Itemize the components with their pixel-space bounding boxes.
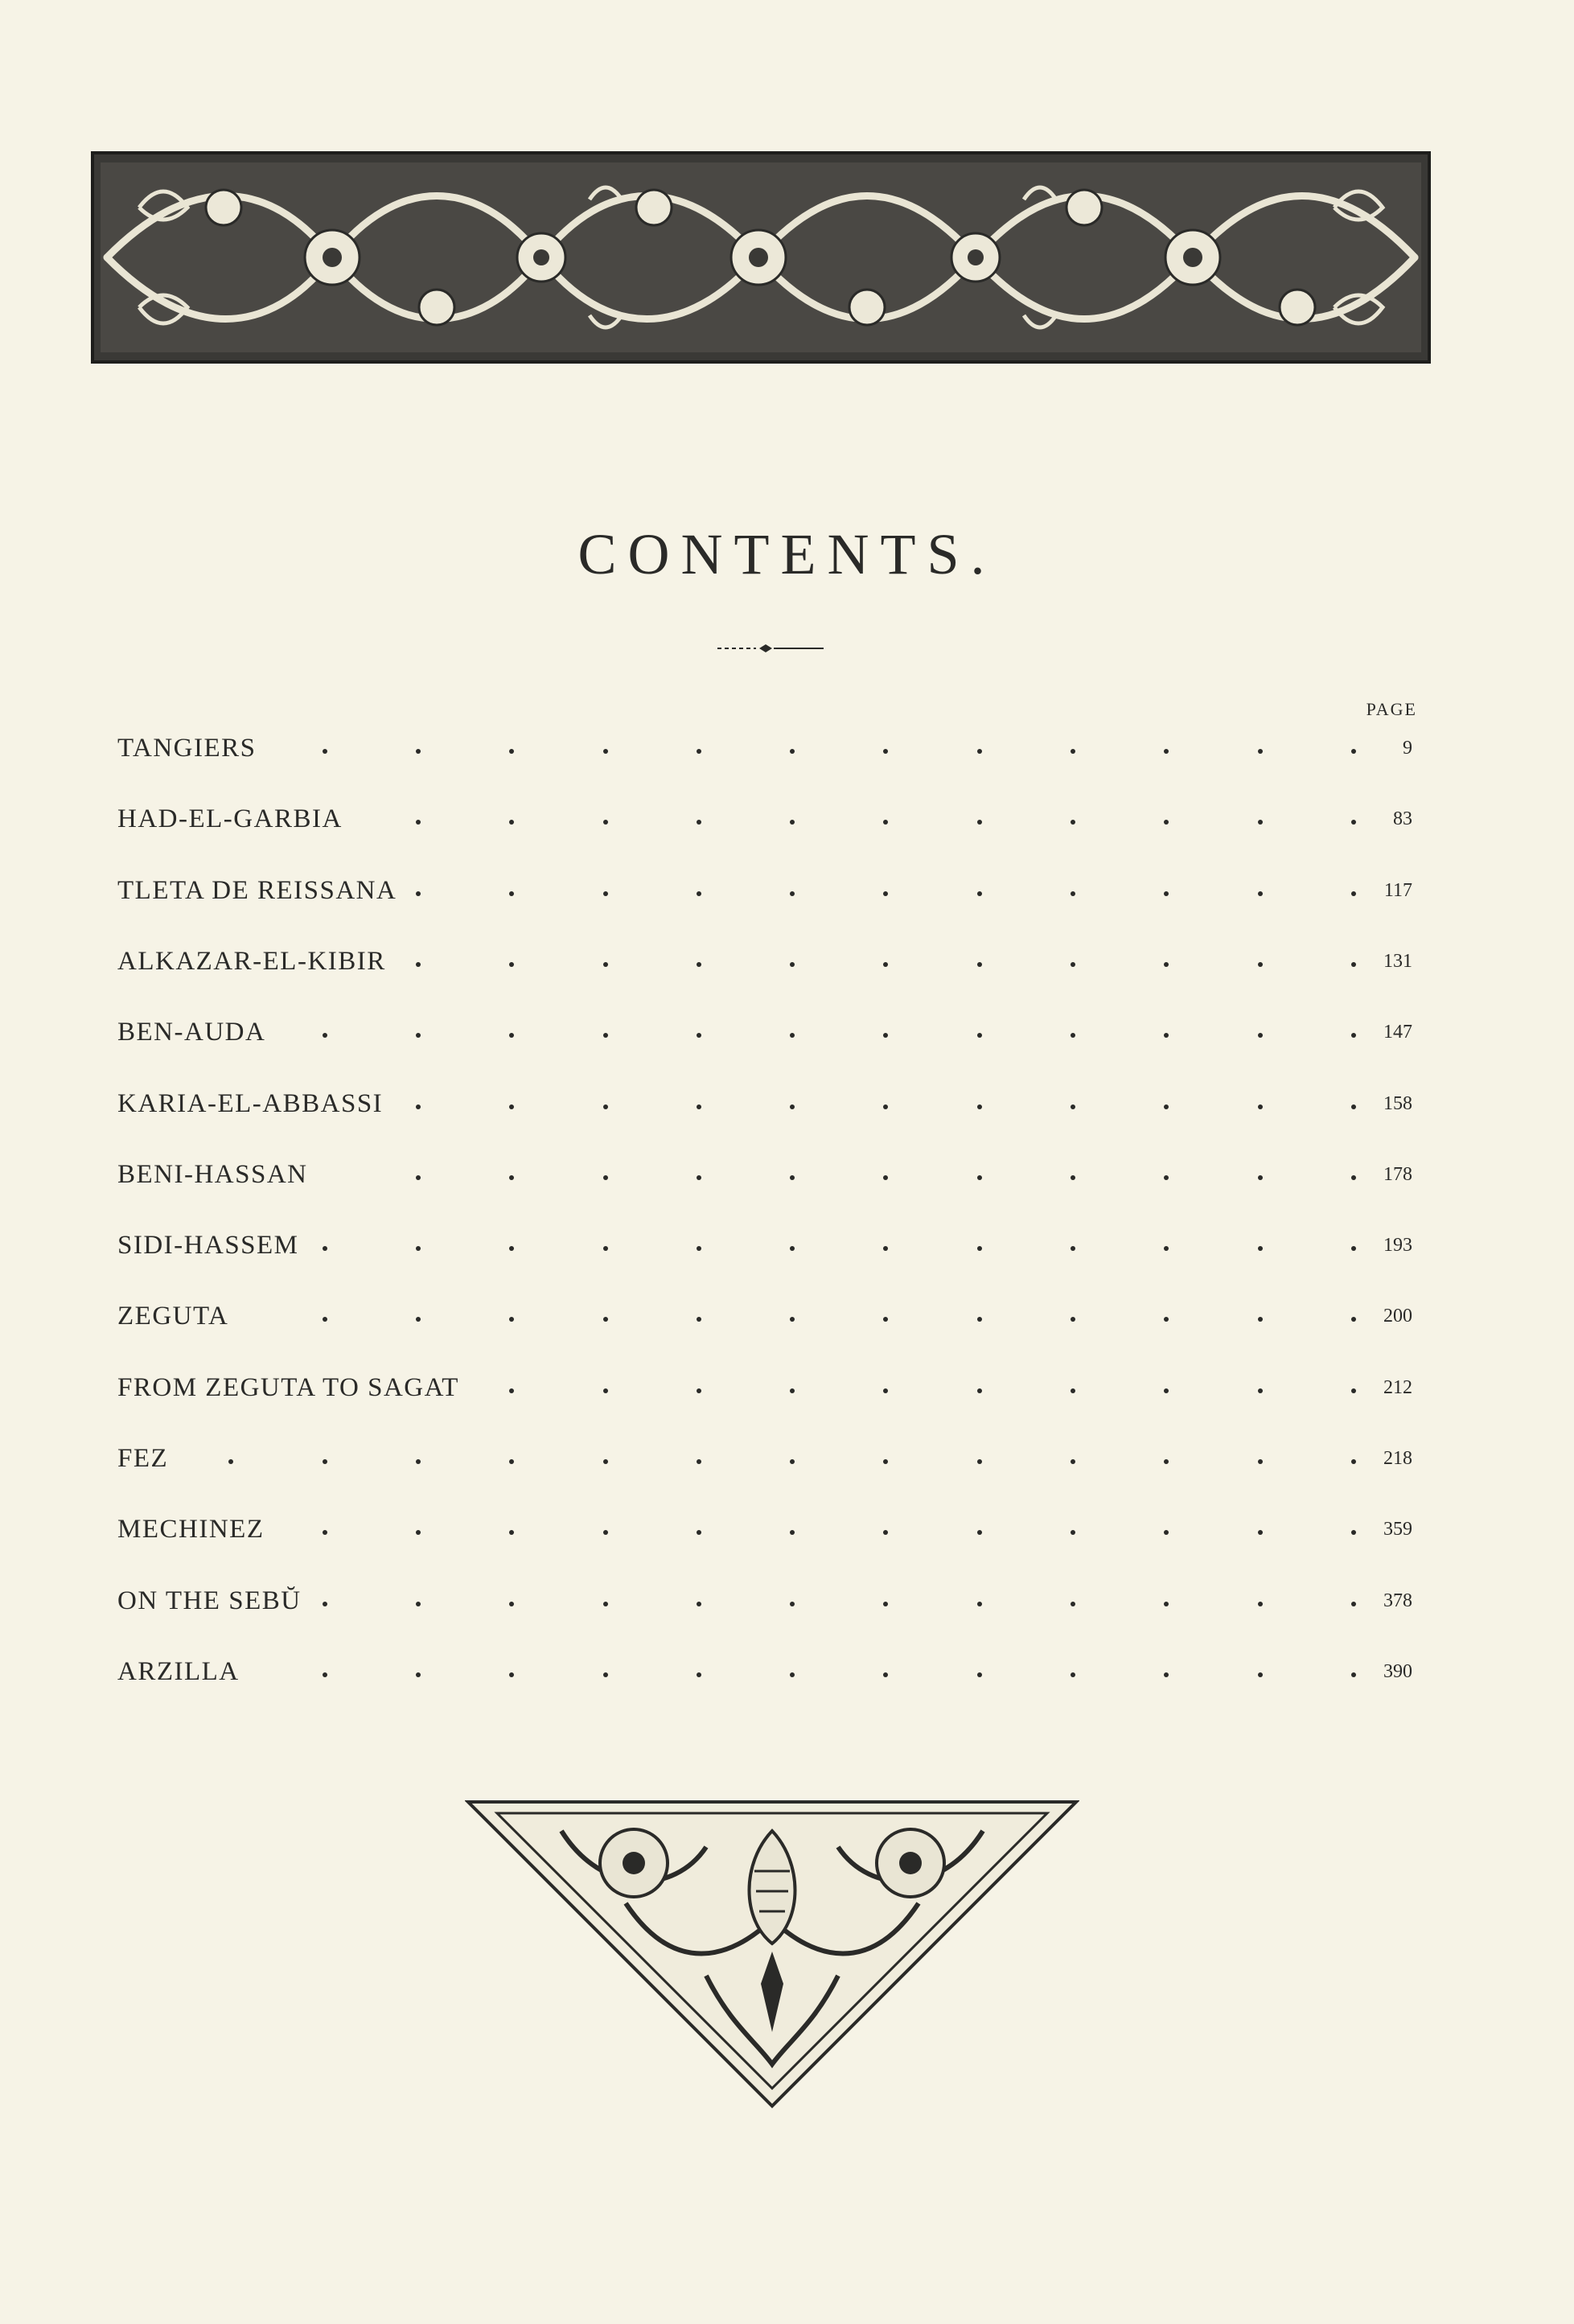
- toc-entry-page: 83: [1393, 808, 1412, 829]
- leader-dot: [883, 820, 888, 825]
- leader-dot: [790, 1175, 795, 1180]
- toc-entry-title: BEN-AUDA: [117, 1018, 266, 1047]
- leader-dot: [697, 891, 701, 896]
- leader-dot: [1258, 1388, 1263, 1393]
- leader-dot: [509, 891, 514, 896]
- toc-entry-page: 9: [1403, 738, 1412, 759]
- leader-dot: [1164, 962, 1169, 967]
- leader-dot: [790, 1602, 795, 1606]
- leader-dot: [416, 962, 421, 967]
- toc-entry-page: 131: [1383, 951, 1412, 972]
- leader-dot: [1071, 820, 1075, 825]
- toc-entry-page: 158: [1383, 1093, 1412, 1114]
- leader-dot: [603, 1175, 608, 1180]
- leader-dot: [1258, 1175, 1263, 1180]
- leader-dot: [883, 1672, 888, 1677]
- toc-entry-title: BENI-HASSAN: [117, 1160, 308, 1189]
- leader-dot: [977, 1602, 982, 1606]
- leader-dot: [416, 891, 421, 896]
- leader-dot: [883, 1033, 888, 1038]
- leader-dot: [416, 749, 421, 754]
- leader-dot: [1164, 891, 1169, 896]
- leader-dot: [509, 1175, 514, 1180]
- leader-dot: [509, 1459, 514, 1464]
- toc-entry-page: 193: [1383, 1235, 1412, 1256]
- leader-dot: [790, 891, 795, 896]
- toc-entry-title: TANGIERS: [117, 734, 257, 763]
- leader-dot: [883, 1459, 888, 1464]
- leader-dot: [1258, 1602, 1263, 1606]
- leader-dot: [509, 962, 514, 967]
- leader-dot: [416, 1033, 421, 1038]
- leader-dot: [1071, 1317, 1075, 1322]
- leader-dot: [697, 1317, 701, 1322]
- leader-dot: [1071, 962, 1075, 967]
- leader-dot: [1164, 1530, 1169, 1535]
- leader-dot: [603, 1459, 608, 1464]
- leader-dot: [790, 1672, 795, 1677]
- toc-entry-page: 212: [1383, 1377, 1412, 1398]
- toc-entry-title: ZEGUTA: [117, 1302, 229, 1331]
- leader-dot: [509, 1602, 514, 1606]
- leader-dot: [790, 1388, 795, 1393]
- toc-entry-page: 359: [1383, 1519, 1412, 1540]
- leader-dot: [509, 1033, 514, 1038]
- leader-dot: [883, 1530, 888, 1535]
- leader-dot: [1258, 1530, 1263, 1535]
- leader-dot: [416, 820, 421, 825]
- dot-leader: [117, 1459, 1332, 1467]
- leader-dot: [323, 1246, 327, 1251]
- leader-dot: [977, 1104, 982, 1109]
- leader-dot: [323, 1602, 327, 1606]
- leader-dot: [509, 1104, 514, 1109]
- leader-dot: [323, 1317, 327, 1322]
- leader-dot: [509, 820, 514, 825]
- toc-entry: [117, 1154, 1412, 1195]
- toc-entry-page: 117: [1383, 880, 1412, 901]
- leader-dot: [977, 1388, 982, 1393]
- leader-dot: [1258, 1317, 1263, 1322]
- leader-dot: [977, 1530, 982, 1535]
- leader-dot: [509, 1530, 514, 1535]
- leader-dot: [323, 1672, 327, 1677]
- leader-dot: [509, 1388, 514, 1393]
- toc-entry: [117, 941, 1412, 981]
- leader-dot: [697, 1033, 701, 1038]
- leader-dot: [977, 1246, 982, 1251]
- leader-dot: [1071, 1104, 1075, 1109]
- leader-dot: [697, 1672, 701, 1677]
- leader-dot: [1258, 1033, 1263, 1038]
- leader-dot: [603, 1530, 608, 1535]
- leader-dot: [790, 1246, 795, 1251]
- toc-entry-title: ARZILLA: [117, 1657, 240, 1686]
- leader-dot: [1071, 1672, 1075, 1677]
- leader-dot: [1258, 820, 1263, 825]
- toc-entry-page: 200: [1383, 1306, 1412, 1327]
- leader-dot: [1164, 1602, 1169, 1606]
- leader-dot: [790, 1459, 795, 1464]
- leader-dot: [1258, 891, 1263, 896]
- leader-dot: [883, 891, 888, 896]
- tailpiece-ornament: [465, 1799, 1079, 2109]
- toc-entry: [117, 1084, 1412, 1124]
- page-title: CONTENTS.: [577, 522, 997, 586]
- leader-dot: [416, 1459, 421, 1464]
- leader-dot: [977, 1175, 982, 1180]
- leader-dot: [603, 1246, 608, 1251]
- leader-dot: [977, 1672, 982, 1677]
- leader-dot: [1071, 1459, 1075, 1464]
- leader-dot: [883, 1602, 888, 1606]
- leader-dot: [603, 1388, 608, 1393]
- leader-dot: [977, 1033, 982, 1038]
- leader-dot: [416, 1175, 421, 1180]
- dot-leader: [117, 1246, 1332, 1254]
- toc-entry: [117, 1438, 1412, 1479]
- toc-entry-page: 218: [1383, 1448, 1412, 1469]
- leader-dot: [416, 1530, 421, 1535]
- leader-dot: [790, 1530, 795, 1535]
- leader-dot: [883, 1175, 888, 1180]
- leader-dot: [603, 891, 608, 896]
- leader-dot: [509, 1317, 514, 1322]
- leader-dot: [790, 1104, 795, 1109]
- leader-dot: [416, 1317, 421, 1322]
- leader-dot: [416, 1672, 421, 1677]
- triangular-arabesque-icon: [465, 1799, 1079, 2109]
- leader-dot: [323, 1459, 327, 1464]
- leader-dot: [1164, 749, 1169, 754]
- leader-dot: [977, 891, 982, 896]
- leader-dot: [603, 1317, 608, 1322]
- leader-dot: [697, 1602, 701, 1606]
- leader-dot: [790, 1033, 795, 1038]
- leader-dot: [509, 1672, 514, 1677]
- leader-dot: [697, 962, 701, 967]
- leader-dot: [1071, 1246, 1075, 1251]
- toc-entry-title: KARIA-EL-ABBASSI: [117, 1089, 384, 1118]
- page-column-header: PAGE: [1366, 699, 1417, 719]
- leader-dot: [883, 1104, 888, 1109]
- leader-dot: [1258, 1459, 1263, 1464]
- leader-dot: [883, 749, 888, 754]
- dot-leader: [117, 1530, 1332, 1538]
- dot-leader: [117, 1672, 1332, 1680]
- leader-dot: [603, 1033, 608, 1038]
- toc-entry: [117, 1651, 1412, 1692]
- leader-dot: [883, 1317, 888, 1322]
- leader-dot: [1164, 1033, 1169, 1038]
- dot-leader: [117, 1317, 1332, 1325]
- leader-dot: [1258, 1104, 1263, 1109]
- leader-dot: [1258, 749, 1263, 754]
- leader-dot: [697, 1175, 701, 1180]
- toc-entry-page: 147: [1383, 1022, 1412, 1043]
- leader-dot: [323, 1033, 327, 1038]
- toc-entry-title: MECHINEZ: [117, 1515, 265, 1544]
- leader-dot: [323, 1530, 327, 1535]
- leader-dot: [603, 962, 608, 967]
- leader-dot: [1071, 1175, 1075, 1180]
- leader-dot: [1164, 1672, 1169, 1677]
- leader-dot: [790, 820, 795, 825]
- leader-dot: [603, 820, 608, 825]
- leader-dot: [1164, 1459, 1169, 1464]
- leader-dot: [790, 962, 795, 967]
- leader-dot: [1258, 1246, 1263, 1251]
- leader-dot: [1071, 891, 1075, 896]
- leader-dot: [416, 1104, 421, 1109]
- leader-dot: [603, 1602, 608, 1606]
- toc-entry-page: 390: [1383, 1661, 1412, 1682]
- toc-entry: [117, 728, 1412, 768]
- leader-dot: [1071, 749, 1075, 754]
- leader-dot: [228, 1459, 233, 1464]
- leader-dot: [977, 1317, 982, 1322]
- leader-dot: [697, 820, 701, 825]
- toc-entry: [117, 1509, 1412, 1549]
- leader-dot: [883, 1246, 888, 1251]
- leader-dot: [1258, 1672, 1263, 1677]
- leader-dot: [790, 1317, 795, 1322]
- toc-entry: [117, 1296, 1412, 1336]
- leader-dot: [603, 749, 608, 754]
- leader-dot: [697, 749, 701, 754]
- leader-dot: [977, 1459, 982, 1464]
- leader-dot: [697, 1459, 701, 1464]
- leader-dot: [790, 749, 795, 754]
- toc-entry-page: 178: [1383, 1164, 1412, 1185]
- leader-dot: [977, 962, 982, 967]
- toc-entry: [117, 1012, 1412, 1052]
- leader-dot: [603, 1672, 608, 1677]
- leader-dot: [1164, 820, 1169, 825]
- leader-dot: [1071, 1530, 1075, 1535]
- leader-dot: [1164, 1175, 1169, 1180]
- leader-dot: [697, 1388, 701, 1393]
- leader-dot: [977, 820, 982, 825]
- toc-entry-title: FEZ: [117, 1444, 169, 1473]
- toc-entry: [117, 1368, 1412, 1408]
- leader-dot: [697, 1104, 701, 1109]
- leader-dot: [697, 1530, 701, 1535]
- leader-dot: [1164, 1388, 1169, 1393]
- leader-dot: [603, 1104, 608, 1109]
- leader-dot: [883, 962, 888, 967]
- toc-entry-title: FROM ZEGUTA TO SAGAT: [117, 1373, 459, 1402]
- dot-leader: [117, 1033, 1332, 1041]
- dot-leader: [117, 749, 1332, 757]
- toc-entry: [117, 1581, 1412, 1621]
- leader-dot: [1258, 962, 1263, 967]
- toc-entry-page: 378: [1383, 1590, 1412, 1611]
- toc-entry-title: ON THE SEBŬ: [117, 1586, 302, 1615]
- toc-entry-title: SIDI-HASSEM: [117, 1231, 299, 1260]
- leader-dot: [1164, 1246, 1169, 1251]
- leader-dot: [883, 1388, 888, 1393]
- toc-entry: [117, 799, 1412, 839]
- leader-dot: [697, 1246, 701, 1251]
- toc-entry: [117, 1225, 1412, 1265]
- leader-dot: [416, 1246, 421, 1251]
- leader-dot: [977, 749, 982, 754]
- leader-dot: [1071, 1388, 1075, 1393]
- toc-entry-title: TLETA DE REISSANA: [117, 876, 397, 905]
- toc-entry: [117, 870, 1412, 911]
- leader-dot: [323, 749, 327, 754]
- toc-entry-title: HAD-EL-GARBIA: [117, 804, 343, 833]
- leader-dot: [1071, 1602, 1075, 1606]
- leader-dot: [1164, 1104, 1169, 1109]
- leader-dot: [509, 1246, 514, 1251]
- leader-dot: [1164, 1317, 1169, 1322]
- leader-dot: [509, 749, 514, 754]
- toc-entry-title: ALKAZAR-EL-KIBIR: [117, 947, 386, 976]
- leader-dot: [416, 1602, 421, 1606]
- leader-dot: [1071, 1033, 1075, 1038]
